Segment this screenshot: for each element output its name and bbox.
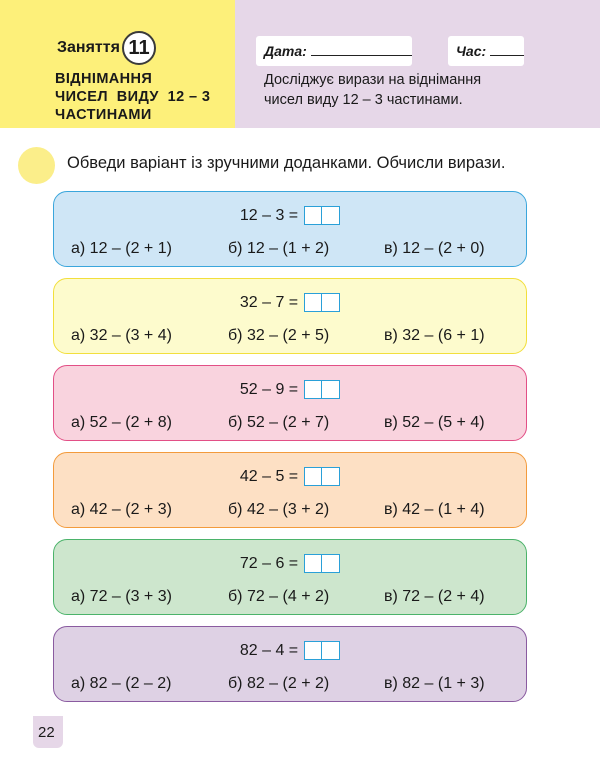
lesson-title [55, 70, 210, 124]
answer-digit-box[interactable] [322, 380, 340, 399]
exercise-expression [54, 206, 526, 225]
answer-digit-box[interactable] [304, 380, 322, 399]
option-a[interactable]: а) 42 – (2 + 3) [71, 501, 172, 518]
expression-text: 42 – 5 = [239, 467, 299, 485]
exercise-expression [54, 554, 526, 573]
answer-boxes[interactable] [304, 641, 340, 660]
answer-digit-box[interactable] [322, 293, 340, 312]
page-number: 22 [38, 724, 55, 741]
exercise-card [53, 191, 527, 267]
answer-boxes[interactable] [304, 554, 340, 573]
expression-text: 52 – 9 = [239, 380, 299, 398]
option-a[interactable]: а) 32 – (3 + 4) [71, 327, 172, 344]
description-line: чисел виду 12 – 3 частинами. [264, 92, 463, 108]
answer-digit-box[interactable] [304, 206, 322, 225]
lesson-title-line: ЧИСЕЛ ВИДУ 12 – 3 [55, 89, 211, 105]
option-b[interactable]: б) 42 – (3 + 2) [228, 501, 330, 518]
option-b[interactable]: б) 82 – (2 + 2) [228, 675, 330, 692]
answer-boxes[interactable] [304, 206, 340, 225]
option-b[interactable]: б) 52 – (2 + 7) [228, 414, 330, 431]
option-a[interactable]: а) 12 – (2 + 1) [71, 240, 172, 257]
option-c[interactable]: в) 42 – (1 + 4) [384, 501, 485, 518]
answer-digit-box[interactable] [322, 206, 340, 225]
option-b[interactable]: б) 12 – (1 + 2) [228, 240, 330, 257]
expression-text: 32 – 7 = [239, 293, 299, 311]
option-c[interactable]: в) 72 – (2 + 4) [384, 588, 485, 605]
task-bullet-icon [18, 147, 55, 184]
option-c[interactable]: в) 52 – (5 + 4) [384, 414, 485, 431]
exercise-expression [54, 293, 526, 312]
expression-text: 12 – 3 = [239, 206, 299, 224]
time-field[interactable] [448, 36, 524, 66]
option-a[interactable]: а) 72 – (3 + 3) [71, 588, 172, 605]
date-label: Дата: [264, 43, 307, 59]
answer-digit-box[interactable] [322, 467, 340, 486]
task-instruction: Обведи варіант із зручними доданками. Обчисли вирази. [67, 154, 506, 172]
answer-digit-box[interactable] [304, 467, 322, 486]
answer-digit-box[interactable] [304, 554, 322, 573]
time-label: Час: [456, 43, 487, 59]
lesson-label: Заняття [57, 39, 120, 56]
time-input-line[interactable] [490, 55, 524, 56]
expression-text: 72 – 6 = [239, 554, 299, 572]
answer-digit-box[interactable] [322, 641, 340, 660]
option-b[interactable]: б) 32 – (2 + 5) [228, 327, 330, 344]
lesson-description [264, 70, 481, 110]
exercise-card [53, 278, 527, 354]
answer-digit-box[interactable] [322, 554, 340, 573]
answer-digit-box[interactable] [304, 293, 322, 312]
exercise-card [53, 539, 527, 615]
option-c[interactable]: в) 32 – (6 + 1) [384, 327, 485, 344]
expression-text: 82 – 4 = [239, 641, 299, 659]
answer-boxes[interactable] [304, 293, 340, 312]
lesson-title-line: ЧАСТИНАМИ [55, 107, 152, 123]
option-c[interactable]: в) 12 – (2 + 0) [384, 240, 485, 257]
exercise-card [53, 365, 527, 441]
answer-boxes[interactable] [304, 380, 340, 399]
exercise-expression [54, 467, 526, 486]
exercise-card [53, 626, 527, 702]
answer-digit-box[interactable] [304, 641, 322, 660]
lesson-number-badge: 11 [122, 31, 156, 65]
description-line: Досліджує вирази на віднімання [264, 72, 482, 88]
date-input-line[interactable] [311, 55, 412, 56]
date-field[interactable] [256, 36, 412, 66]
exercise-card [53, 452, 527, 528]
exercise-expression [54, 380, 526, 399]
option-a[interactable]: а) 82 – (2 – 2) [71, 675, 172, 692]
option-c[interactable]: в) 82 – (1 + 3) [384, 675, 485, 692]
option-b[interactable]: б) 72 – (4 + 2) [228, 588, 330, 605]
answer-boxes[interactable] [304, 467, 340, 486]
lesson-title-line: ВІДНІМАННЯ [55, 71, 153, 87]
option-a[interactable]: а) 52 – (2 + 8) [71, 414, 172, 431]
exercise-expression [54, 641, 526, 660]
